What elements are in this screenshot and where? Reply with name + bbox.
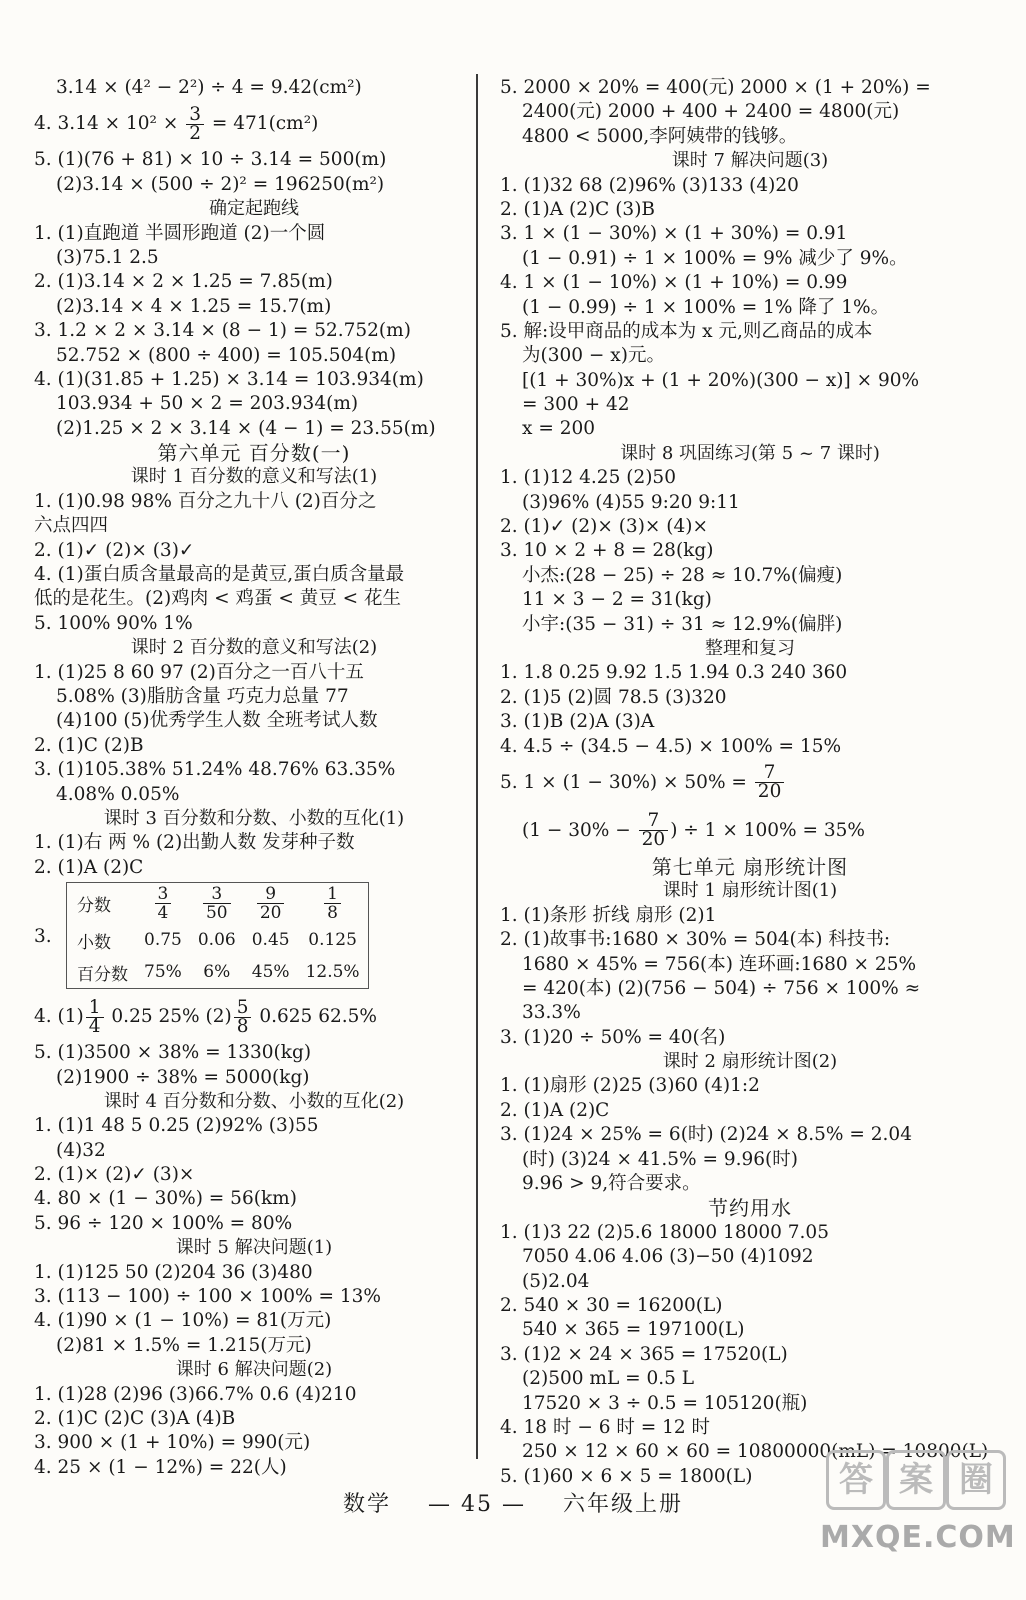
footer-page-number: — 45 — <box>428 1492 526 1517</box>
answer-line: (2)1900 ÷ 38% = 5000(kg) <box>56 1066 310 1088</box>
answer-line <box>34 993 474 1041</box>
watermark-char: 案 <box>886 1450 946 1510</box>
answer-line: 1. (1)条形 折线 扇形 (2)1 <box>500 904 717 926</box>
fraction-denominator: 2 <box>189 122 201 144</box>
answer-line: 3. 1.2 × 2 × 3.14 × (8 − 1) = 52.752(m) <box>34 320 411 342</box>
fraction-denominator: 4 <box>88 1015 101 1037</box>
answer-line: 2. (1)× (2)✓ (3)× <box>34 1164 195 1186</box>
answer-line: 3. (1)2 × 24 × 365 = 17520(L) <box>500 1343 788 1365</box>
answer-line: 3. 1 × (1 − 30%) × (1 + 30%) = 0.91 <box>500 223 848 245</box>
fraction-numerator: 1 <box>86 999 104 1018</box>
answer-line: 2. (1)C (2)C (3)A (4)B <box>34 1407 236 1429</box>
answer-line: (4)32 <box>56 1139 106 1161</box>
line-text: 5. 1 × (1 − 30%) × 50% = <box>500 771 753 793</box>
fraction <box>257 885 285 922</box>
section-heading: 课时 8 巩固练习(第 5 ~ 7 课时) <box>620 442 880 464</box>
answer-line: 2. (1)A (2)C (3)B <box>500 198 656 220</box>
answer-line <box>500 759 1000 807</box>
answer-line: 小杰:(28 − 25) ÷ 28 ≈ 10.7%(偏瘦) <box>522 564 843 586</box>
answer-line: 4800 < 5000,李阿姨带的钱够。 <box>522 125 798 147</box>
answer-line: = 300 + 42 <box>522 394 630 416</box>
answer-line: 1. (1)1 48 5 0.25 (2)92% (3)55 <box>34 1115 319 1137</box>
answer-line: 3. (1)20 ÷ 50% = 40(名) <box>500 1026 726 1048</box>
section-heading: 课时 7 解决问题(3) <box>671 150 829 172</box>
answer-line: (2)3.14 × (500 ÷ 2)² = 196250(m²) <box>56 173 385 195</box>
answer-line: 1680 × 45% = 756(本) 连环画:1680 × 25% <box>522 953 917 975</box>
section-heading: 课时 2 百分数的意义和写法(2) <box>130 637 378 659</box>
answer-line: 1. (1)直跑道 半圆形跑道 (2)一个圆 <box>34 222 326 244</box>
conversion-table <box>66 882 369 989</box>
answer-line: (1 − 0.91) ÷ 1 × 100% = 9% 减少了 9%。 <box>522 247 908 269</box>
answer-line: 5. (1)3500 × 38% = 1330(kg) <box>34 1042 312 1064</box>
fraction <box>86 996 104 1037</box>
answer-line: 2. (1)C (2)B <box>34 734 144 756</box>
answer-line: 3. (1)24 × 25% = 6(时) (2)24 × 8.5% = 2.04 <box>500 1124 912 1146</box>
answer-line: 1. (1)32 68 (2)96% (3)133 (4)20 <box>500 174 799 196</box>
line-text: (1 − 30% − <box>522 819 637 841</box>
answer-line: = 420(本) (2)(756 − 504) ÷ 756 × 100% ≈ <box>522 977 921 999</box>
table-cell: 0.125 <box>308 930 357 951</box>
answer-line: (2)81 × 1.5% = 1.215(万元) <box>56 1334 312 1356</box>
section-heading: 课时 3 百分数和分数、小数的互化(1) <box>103 807 405 829</box>
table-cell <box>136 883 190 925</box>
answer-line: (4)100 (5)优秀学生人数 全班考试人数 <box>56 710 378 732</box>
fraction-numerator: 7 <box>755 764 785 783</box>
answer-line: x = 200 <box>522 418 596 440</box>
table-cell: 6% <box>203 962 231 983</box>
section-heading: 课时 6 解决问题(2) <box>175 1359 333 1381</box>
answer-line: 4. (1)90 × (1 − 10%) = 81(万元) <box>34 1310 332 1332</box>
line-text: 0.625 62.5% <box>253 1006 377 1028</box>
answer-line: 2. (1)故事书:1680 × 30% = 504(本) 科技书: <box>500 929 891 951</box>
section-heading: 课时 5 解决问题(1) <box>175 1237 333 1259</box>
answer-line: 3. (1)B (2)A (3)A <box>500 711 655 733</box>
table-cell <box>298 883 369 925</box>
section-heading: 课时 2 扇形统计图(2) <box>662 1051 838 1073</box>
section-heading: 课时 1 百分数的意义和写法(1) <box>130 466 378 488</box>
table-row <box>67 883 369 925</box>
answer-line: 2. (1)3.14 × 2 × 1.25 = 7.85(m) <box>34 271 333 293</box>
fraction <box>203 885 231 922</box>
line-text: ) ÷ 1 × 100% = 35% <box>670 819 865 841</box>
table-row <box>67 956 369 989</box>
answer-line: 2. (1)5 (2)圆 78.5 (3)320 <box>500 686 727 708</box>
answer-line: 4. 18 时 − 6 时 = 12 时 <box>500 1416 711 1438</box>
section-heading: 第七单元 扇形统计图 <box>651 854 849 879</box>
table-row-label: 小数 <box>77 932 111 953</box>
answer-line: 3. 900 × (1 + 10%) = 990(元) <box>34 1432 311 1454</box>
fraction <box>186 103 204 144</box>
footer-grade: 六年级上册 <box>562 1492 683 1517</box>
answer-line: 3. 10 × 2 + 8 = 28(kg) <box>500 540 714 562</box>
answer-line: 250 × 12 × 60 × 60 = 10800000(mL) = 10800(L) <box>522 1441 989 1463</box>
answer-line: 4. 4.5 ÷ (34.5 − 4.5) × 100% = 15% <box>500 735 842 757</box>
answer-line: 1. (1)12 4.25 (2)50 <box>500 467 676 489</box>
fraction-denominator: 20 <box>641 829 666 851</box>
watermark-logo <box>820 1450 1016 1588</box>
table-cell: 45% <box>251 962 290 983</box>
table-cell: 0.75 <box>144 930 182 951</box>
line-text: = 471(cm²) <box>206 113 319 135</box>
answer-line: [(1 + 30%)x + (1 + 20%)(300 − x)] × 90% <box>522 369 920 391</box>
answer-line: 17520 × 3 ÷ 0.5 = 105120(瓶) <box>522 1392 808 1414</box>
answer-line: 103.934 + 50 × 2 = 203.934(m) <box>56 393 359 415</box>
answer-line: (2)500 mL = 0.5 L <box>522 1368 695 1390</box>
answer-line: 2. (1)A (2)C <box>34 856 144 878</box>
answer-line: 1. 1.8 0.25 9.92 1.5 1.94 0.3 240 360 <box>500 662 848 684</box>
table-cell <box>244 883 298 925</box>
answer-line: 3. (1)105.38% 51.24% 48.76% 63.35% <box>34 759 396 781</box>
table-cell <box>190 883 244 925</box>
watermark-url: MXQE.COM <box>820 1520 1016 1555</box>
answer-line <box>500 807 1000 855</box>
answer-line: (5)2.04 <box>522 1270 590 1292</box>
fraction <box>755 764 785 801</box>
fraction-numerator: 9 <box>257 885 285 904</box>
fraction-denominator: 20 <box>259 903 282 924</box>
fraction-denominator: 20 <box>757 781 782 803</box>
answer-line: 1. (1)扇形 (2)25 (3)60 (4)1:2 <box>500 1075 760 1097</box>
answer-line <box>34 100 474 148</box>
footer-subject: 数学 <box>342 1492 391 1517</box>
answer-line: 3. (113 − 100) ÷ 100 × 100% = 13% <box>34 1286 381 1308</box>
answer-line: (3)96% (4)55 9:20 9:11 <box>522 491 740 513</box>
answer-line: 52.752 × (800 ÷ 400) = 105.504(m) <box>56 344 397 366</box>
answer-line: 为(300 − x)元。 <box>522 345 665 367</box>
answer-line: (2)1.25 × 2 × 3.14 × (4 − 1) = 23.55(m) <box>56 417 436 439</box>
answer-line: 2. (1)✓ (2)× (3)× (4)× <box>500 516 708 538</box>
answer-line: 5. 2000 × 20% = 400(元) 2000 × (1 + 20%) = <box>500 77 931 98</box>
section-heading: 整理和复习 <box>705 637 795 659</box>
table-row <box>67 924 369 956</box>
watermark-char: 答 <box>826 1450 886 1510</box>
table-row-label: 百分数 <box>77 964 128 985</box>
fraction <box>234 996 252 1037</box>
answer-line: (3)75.1 2.5 <box>56 246 159 268</box>
answer-line: 2400(元) 2000 + 400 + 2400 = 4800(元) <box>522 101 900 123</box>
answer-line: 低的是花生。(2)鸡肉 < 鸡蛋 < 黄豆 < 花生 <box>34 588 401 610</box>
answer-line: 六点四四 <box>34 515 109 537</box>
fraction-denominator: 8 <box>327 903 338 924</box>
fraction-numerator: 3 <box>186 106 204 125</box>
table-row-label: 分数 <box>77 896 111 917</box>
answer-line: 1. (1)0.98 98% 百分之九十八 (2)百分之 <box>34 490 377 512</box>
item-number: 3. <box>34 926 52 948</box>
fraction <box>155 885 172 922</box>
fraction-numerator: 1 <box>324 885 341 904</box>
answer-line: 3.14 × (4² − 2²) ÷ 4 = 9.42(cm²) <box>56 77 362 98</box>
section-heading: 课时 1 扇形统计图(1) <box>662 880 838 902</box>
answer-line: 5.08% (3)脂肪含量 巧克力总量 77 <box>56 685 349 707</box>
answer-line: 小宇:(35 − 31) ÷ 31 ≈ 12.9%(偏胖) <box>522 613 843 635</box>
answer-line: 1. (1)125 50 (2)204 36 (3)480 <box>34 1261 313 1283</box>
answer-line: 1. (1)3 22 (2)5.6 18000 18000 7.05 <box>500 1221 829 1243</box>
table-cell: 12.5% <box>305 962 360 983</box>
fraction-numerator: 3 <box>203 885 231 904</box>
answer-line: 5. 96 ÷ 120 × 100% = 80% <box>34 1212 293 1234</box>
fraction-denominator: 8 <box>236 1015 249 1037</box>
answer-line: 4. 80 × (1 − 30%) = 56(km) <box>34 1188 297 1210</box>
answer-line: 5. (1)(76 + 81) × 10 ÷ 3.14 = 500(m) <box>34 149 387 171</box>
table-cell: 0.06 <box>197 930 236 951</box>
answer-line: 4. (1)蛋白质含量最高的是黄豆,蛋白质含量最 <box>34 564 405 586</box>
answer-line: (时) (3)24 × 41.5% = 9.96(时) <box>522 1148 798 1170</box>
answer-line: 4.08% 0.05% <box>56 783 180 805</box>
answer-line: 5. (1)60 × 6 × 5 = 1800(L) <box>500 1465 753 1487</box>
fraction <box>639 812 669 849</box>
answer-line: (2)3.14 × 4 × 1.25 = 15.7(m) <box>56 295 332 317</box>
answer-line: 4. 25 × (1 − 12%) = 22(人) <box>34 1456 287 1478</box>
section-heading: 第六单元 百分数(一) <box>157 441 351 466</box>
answer-line: 2. (1)✓ (2)× (3)✓ <box>34 539 195 561</box>
answer-line: 2. (1)A (2)C <box>500 1099 610 1121</box>
answer-line: 5. 解:设甲商品的成本为 x 元,则乙商品的成本 <box>500 320 873 342</box>
answer-line: (1 − 0.99) ÷ 1 × 100% = 1% 降了 1%。 <box>522 296 890 318</box>
line-text: 4. 3.14 × 10² × <box>34 113 185 135</box>
right-column <box>500 76 1000 1489</box>
answer-line: 33.3% <box>522 1002 581 1024</box>
answer-line: 1. (1)右 两 % (2)出勤人数 发芽种子数 <box>34 832 355 854</box>
answer-line: 5. 100% 90% 1% <box>34 612 193 634</box>
watermark-char: 圈 <box>946 1450 1006 1510</box>
table-cell: 0.45 <box>251 930 290 951</box>
answer-line: 11 × 3 − 2 = 31(kg) <box>522 589 712 611</box>
answer-line: 2. 540 × 30 = 16200(L) <box>500 1294 723 1316</box>
section-heading: 确定起跑线 <box>209 198 299 220</box>
line-text: 0.25 25% (2) <box>105 1006 232 1028</box>
section-heading: 课时 4 百分数和分数、小数的互化(2) <box>103 1090 405 1112</box>
fraction-numerator: 5 <box>234 999 252 1018</box>
fraction-numerator: 7 <box>639 812 669 831</box>
answer-line: 7050 4.06 4.06 (3)−50 (4)1092 <box>522 1246 814 1268</box>
fraction <box>324 885 341 922</box>
fraction-numerator: 3 <box>155 885 172 904</box>
answer-line: 540 × 365 = 197100(L) <box>522 1319 745 1341</box>
answer-line: 9.96 > 9,符合要求。 <box>522 1173 701 1195</box>
left-column <box>34 76 474 1480</box>
answer-line: 4. 1 × (1 − 10%) × (1 + 10%) = 0.99 <box>500 272 848 294</box>
conversion-table-block <box>34 880 474 993</box>
fraction-denominator: 50 <box>205 903 228 924</box>
line-text: 4. (1) <box>34 1006 84 1028</box>
column-divider <box>476 74 478 1459</box>
fraction-denominator: 4 <box>157 903 169 924</box>
table-cell: 75% <box>144 962 182 983</box>
answer-line: 1. (1)28 (2)96 (3)66.7% 0.6 (4)210 <box>34 1383 357 1405</box>
answer-line: 4. (1)(31.85 + 1.25) × 3.14 = 103.934(m) <box>34 368 424 390</box>
section-heading: 节约用水 <box>708 1196 792 1221</box>
answer-line: 1. (1)25 8 60 97 (2)百分之一百八十五 <box>34 661 364 683</box>
